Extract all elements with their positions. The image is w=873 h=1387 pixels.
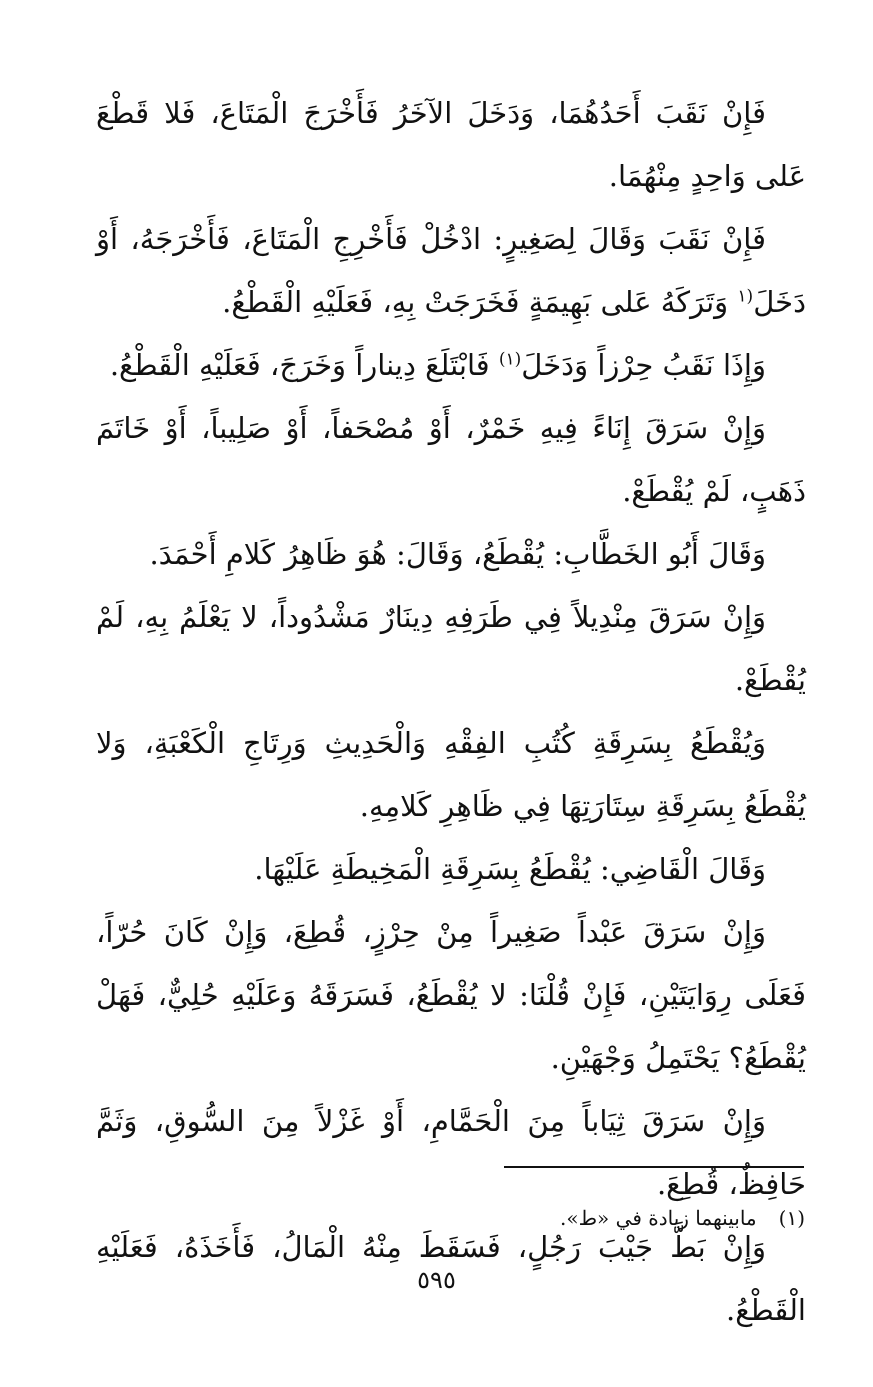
- main-text: [96, 82, 806, 1342]
- paragraph: وَإِنْ سَرَقَ مِنْدِيلاً فِي طَرَفِهِ دِينَارٌ مَشْدُوداً، لا يَعْلَمُ بِهِ، لَمْ يُقْطَعْ.: [96, 600, 806, 697]
- paragraph: فَإِنْ نَقَبَ أَحَدُهُمَا، وَدَخَلَ الآخَرُ فَأَخْرَجَ الْمَتَاعَ، فَلا قَطْعَ عَلى وَاحِدٍ مِنْهُمَا.: [96, 96, 806, 193]
- paragraph: وَإِنْ سَرَقَ ثِيَاباً مِنَ الْحَمَّامِ، أَوْ غَزْلاً مِنَ السُّوقِ، وَثَمَّ حَافِظٌ، قُطِعَ.: [96, 1104, 806, 1201]
- footnote-reference: (١: [737, 286, 754, 307]
- footnote: [560, 1203, 805, 1233]
- paragraph: [96, 208, 806, 334]
- paragraph: وَإِنْ سَرَقَ عَبْداً صَغِيراً مِنْ حِرْزٍ، قُطِعَ، وَإِنْ كَانَ حُرّاً، فَعَلَى رِوَايَتَيْنِ، فَإِنْ قُلْنَا: لا يُقْطَعُ، فَسَرَقَهُ وَعَلَيْهِ حُلِيٌّ، فَهَلْ يُقْطَعُ؟ يَحْتَمِلُ وَجْهَيْنِ.: [96, 915, 806, 1075]
- paragraph: وَقَالَ أَبُو الخَطَّابِ: يُقْطَعُ، وَقَالَ: هُوَ ظَاهِرُ كَلامِ أَحْمَدَ.: [149, 537, 766, 571]
- paragraph: وَيُقْطَعُ بِسَرِقَةِ كُتُبِ الفِقْهِ وَالْحَدِيثِ وَرِتَاجِ الْكَعْبَةِ، وَلا يُقْطَعُ بِسَرِقَةِ سِتَارَتِهَا فِي ظَاهِرِ كَلامِهِ.: [96, 726, 806, 823]
- paragraph: وَإِنْ بَطَّ جَيْبَ رَجُلٍ، فَسَقَطَ مِنْهُ الْمَالُ، فَأَخَذَهُ، فَعَلَيْهِ الْقَطْعُ.: [96, 1230, 806, 1327]
- paragraph-text: فَإِنْ نَقَبَ وَقَالَ لِصَغِيرٍ: ادْخُلْ فَأَخْرِجِ الْمَتَاعَ، فَأَخْرَجَهُ، أَوْ دَخَلَ: [96, 222, 806, 319]
- footnote-reference: (١): [498, 349, 522, 370]
- footnote-divider: [504, 1166, 804, 1168]
- paragraph-text: وَإِذَا نَقَبُ حِرْزاً وَدَخَلَ: [521, 348, 766, 382]
- footnote-number: (١): [778, 1206, 805, 1230]
- paragraph: وَإِنْ سَرَقَ إِنَاءً فِيهِ خَمْرٌ، أَوْ مُصْحَفاً، أَوْ صَلِيباً، أَوْ خَاتَمَ ذَهَبٍ، لَمْ يُقْطَعْ.: [96, 411, 806, 508]
- paragraph: [96, 334, 806, 397]
- paragraph: وَقَالَ الْقَاضِي: يُقْطَعُ بِسَرِقَةِ الْمَخِيطَةِ عَلَيْهَا.: [254, 852, 766, 886]
- paragraph-text: وَتَرَكَهُ عَلى بَهِيمَةٍ فَخَرَجَتْ بِهِ، فَعَلَيْهِ الْقَطْعُ.: [222, 285, 738, 319]
- page-number: ٥٩٥: [417, 1266, 456, 1294]
- paragraph-text: فَابْتَلَعَ دِيناراً وَخَرَجَ، فَعَلَيْهِ الْقَطْعُ.: [109, 348, 499, 382]
- footnote-text: مابينهما زيادة في «ط».: [559, 1206, 757, 1230]
